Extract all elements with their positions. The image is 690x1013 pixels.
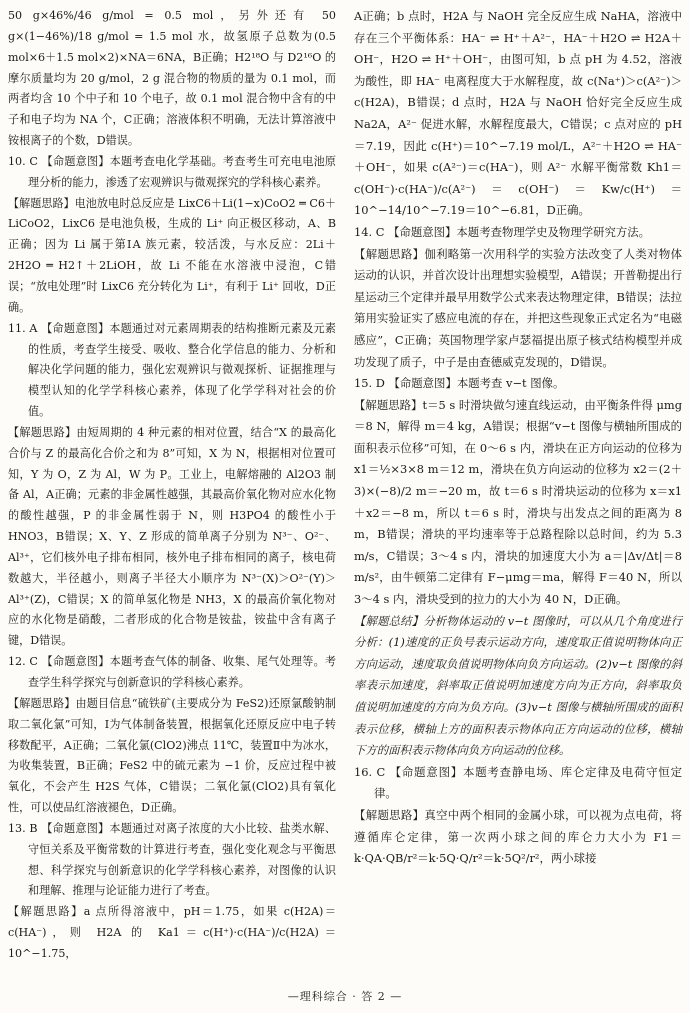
- q12-solution: 【解题思路】由题目信息“硫铁矿(主要成分为 FeS2)还原氯酸钠制取二氧化氯”可知，Ⅰ为气体制备装置，根据氧化还原反应中电子转移数配平，A正确；二氧化氯(ClO2)沸点 11℃，装置Ⅱ中为冰水，为收集装置，B正确；FeS2 中的硫元素为 −1 价，反应过程中被氧化，不会产生 H2S 气体，C错误；二氧化氯(ClO2)具有氧化性，可以使品红溶液褪色，D正确。: [8, 696, 336, 815]
- q12-intent: 12. C 【命题意图】本题考查气体的制备、收集、尾气处理等。考查学生科学探究与创新意识的学科核心素养。: [8, 655, 336, 689]
- q13-solution-continued: A正确；b 点时，H2A 与 NaOH 完全反应生成 NaHA，溶液中存在三个平衡体系：HA⁻ ⇌ H⁺＋A²⁻，HA⁻＋H2O ⇌ H2A＋OH⁻，H2O ⇌ H⁺＋OH⁻，由图可知，b 点 pH 为 4.52，溶液为酸性，即 HA⁻ 电离程度大于水解程度，故 c(Na⁺)＞c(A²⁻)＞c(H2A)，B错误；d 点时，H2A 与 NaOH 恰好完全反应生成 Na2A，A²⁻ 促进水解，水解程度最大，C错误；c 点对应的 pH＝7.19，因此 c(H⁺)＝10^−7.19 mol/L，A²⁻＋H2O ⇌ HA⁻＋OH⁻，如果 c(A²⁻)＝c(HA⁻)，则 A²⁻ 水解平衡常数 Kh1＝c(OH⁻)·c(HA⁻)/c(A²⁻)＝c(OH⁻)＝Kw/c(H⁺)＝10^−14/10^−7.19＝10^−6.81，D正确。: [354, 9, 682, 218]
- q15-intent: 15. D 【命题意图】本题考查 v−t 图像。: [354, 376, 565, 391]
- q13-solution-start: 【解题思路】a 点所得溶液中，pH＝1.75，如果 c(H2A)＝c(HA⁻)，则 H2A 的 Ka1＝c(H⁺)·c(HA⁻)/c(H2A)＝10^−1.75，: [8, 905, 336, 960]
- q14-intent: 14. C 【命题意图】本题考查物理学史及物理学研究方法。: [354, 224, 651, 239]
- q11-intent: 11. A 【命题意图】本题通过对元素周期表的结构推断元素及元素的性质，考查学生接受、吸收、整合化学信息的能力、分析和解决化学问题的能力，强化宏观辨识与微观探析、证据推理与模型认知的化学学科核心素养，体现了化学学科对社会的价值。: [8, 321, 336, 419]
- q16-solution-start: 【解题思路】真空中两个相同的金属小球，可以视为点电荷，将遵循库仑定律，第一次两小球之间的库仑力大小为 F1＝k·QA·QB/r²＝k·5Q·Q/r²＝k·5Q²/r²，两小球接: [354, 807, 682, 866]
- q15-summary: 【解题总结】分析物体运动的 v−t 图像时，可以从几个角度进行分析：(1)速度的正负号表示运动方向，速度取正值说明物体向正方向运动，速度取负值说明物体向负方向运动。(2)v−t 图像的斜率表示加速度，斜率取正值说明加速度方向为正方向，斜率取负值说明加速度的方向为负方向。(3)v−t 图像与横轴所围成的面积表示位移，横轴上方的面积表示物体向正方向运动的位移，横轴下方的面积表示物体向负方向运动的位移。: [354, 613, 682, 758]
- q10-solution: 【解题思路】电池放电时总反应是 LixC6＋Li(1−x)CoO2 ═ C6＋LiCoO2，LixC6 是电池负极，生成的 Li⁺ 向正极区移动，A、B正确；因为 Li 属于第ⅠA 族元素，较活泼，与水反应：2Li＋2H2O ═ H2↑＋2LiOH，故 Li 不能在水溶液中浸泡，C错误；“放电处理”时 LixC6 充分转化为 Li⁺，有利于 Li⁺ 回收，D正确。: [8, 196, 336, 314]
- q11-solution: 【解题思路】由短周期的 4 种元素的相对位置，结合“X 的最高化合价与 Z 的最高化合价之和为 8”可知，X 为 N，根据相对位置可知，Y 为 O，Z 为 Al，W 为 P。工业上，电解熔融的 Al2O3 制备 Al，A正确；元素的非金属性越强，其最高价氧化物对应水化物的酸性越强，P 的非金属性弱于 N，则 H3PO4 的酸性小于 HNO3，B错误；X、Y、Z 形成的简单离子分别为 N³⁻、O²⁻、Al³⁺，它们核外电子排布相同，核外电子排布相同的离子，核电荷数越大，半径越小，则离子半径大小顺序为 N³⁻(X)＞O²⁻(Y)＞Al³⁺(Z)，C错误；X 的简单氢化物是 NH3，X 的最高价氧化物对应的水化物是硝酸，二者形成的化合物是铵盐，铵盐中含有离子键，D错误。: [8, 425, 336, 648]
- page-footer: —理科综合 · 答 2 —: [287, 990, 403, 1003]
- right-column: [354, 6, 682, 870]
- q14-solution: 【解题思路】伽利略第一次用科学的实验方法改变了人类对物体运动的认识，并首次设计出理想实验模型，A错误；开普勒提出行星运动三个定律并最早用数学公式来表达物理定律，B错误；法拉第用实验证实了感应电流的存在，并把这些现象正式定名为“电磁感应”，C正确；英国物理学家卢瑟福提出原子核式结构模型并成功发现了质子，中子是由查德威克发现的，D错误。: [354, 246, 682, 369]
- left-column: [8, 6, 336, 965]
- q10-intent: 10. C 【命题意图】本题考查电化学基础。考查考生可充电电池原理分析的能力，渗透了宏观辨识与微观探究的学科核心素养。: [8, 154, 336, 189]
- q16-intent: 16. C 【命题意图】本题考查静电场、库仑定律及电荷守恒定律。: [354, 764, 682, 801]
- q9-continuation: 50 g×46%/46 g/mol = 0.5 mol，另外还有 50 g×(1−46%)/18 g/mol = 1.5 mol 水，故氢原子总数为(0.5 mol×6＋1.5 mol×2)×NA＝6NA，B正确；H2¹⁸O 与 D2¹⁶O 的摩尔质量均为 20 g/mol，2 g 混合物的物质的量为 0.1 mol，而两者均含 10 个中子和 10 个电子，故 0.1 mol 混合物中含有的中子和电子均为 NA 个，C正确；溶液体积不明确，无法计算溶液中铵根离子的个数，D错误。: [8, 9, 336, 148]
- q13-intent: 13. B 【命题意图】本题通过对离子浓度的大小比较、盐类水解、守恒关系及平衡常数的计算进行考查，强化变化观念与平衡思想、科学探究与创新意识的化学学科核心素养，对图像的认识和理解、推理与论证能力进行了考查。: [8, 821, 336, 898]
- q15-solution: 【解题思路】t＝5 s 时滑块做匀速直线运动，由平衡条件得 μmg＝8 N，解得 m＝4 kg，A错误；根据“v−t 图像与横轴所围成的面积表示位移”可知，在 0～6 s 内，滑块在正方向运动的位移为 x1＝½×3×8 m＝12 m，滑块在负方向运动的位移为 x2＝(2＋3)×(−8)/2 m＝−20 m，故 t＝6 s 时滑块运动的位移为 x＝x1＋x2＝−8 m，所以 t＝6 s 时，滑块与出发点之间的距离为 8 m，B错误；滑块的平均速率等于总路程除以总时间，约为 5.3 m/s，C错误；3～4 s 内，滑块的加速度大小为 a＝|Δv/Δt|＝8 m/s²，由牛顿第二定律有 F−μmg＝ma，解得 F＝40 N，所以 3～4 s 内，滑块受到的拉力的大小为 40 N，D正确。: [354, 397, 682, 607]
